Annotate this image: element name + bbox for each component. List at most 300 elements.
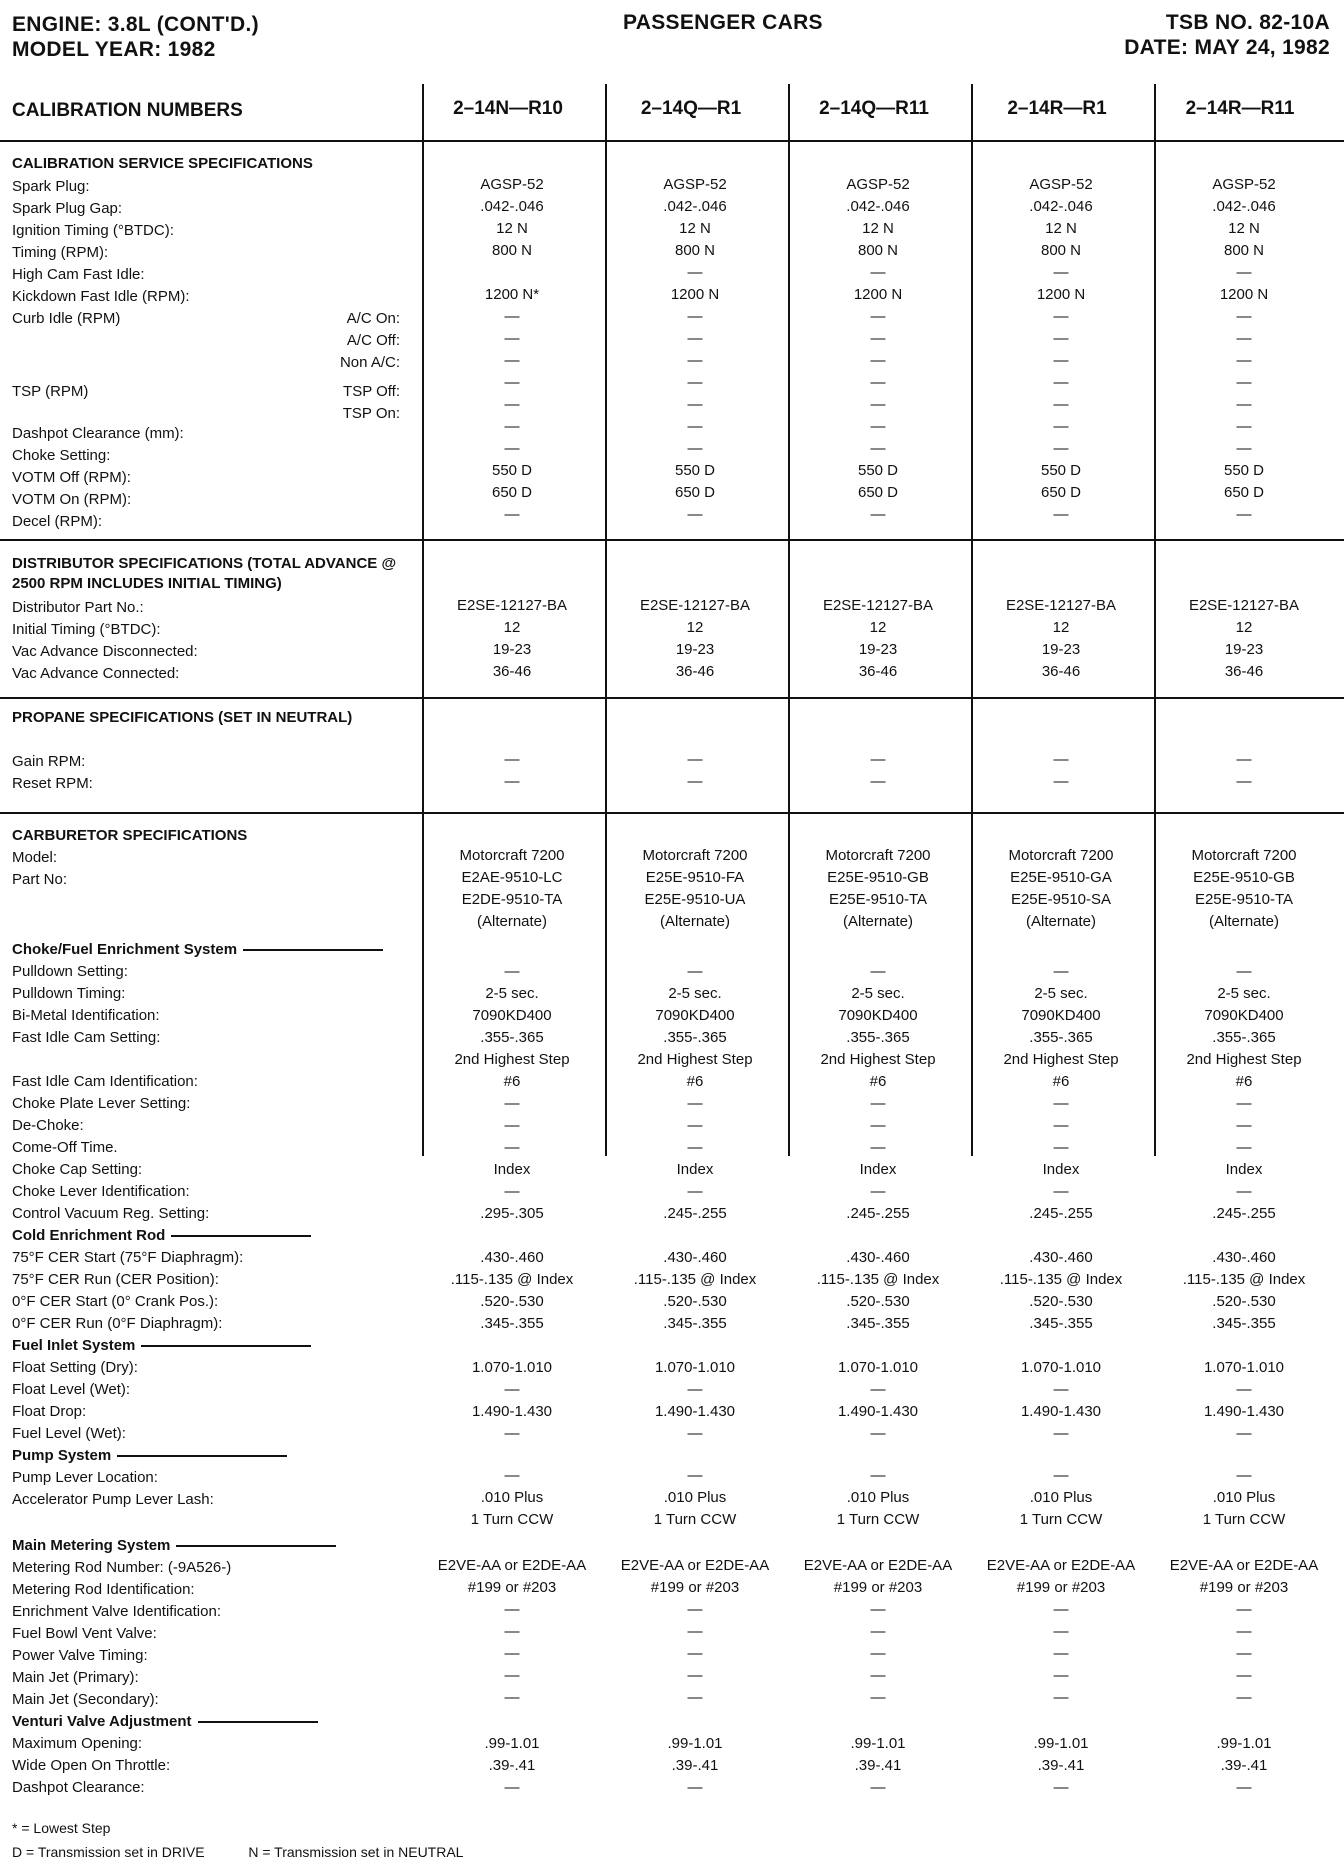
spec-label: Pulldown Setting: xyxy=(12,963,128,980)
spec-value: Motorcraft 7200 xyxy=(1008,847,1114,864)
spec-value: #199 or #203 xyxy=(467,1579,557,1596)
spec-value: — xyxy=(1236,352,1252,369)
calibration-column-header: 2–14R—R11 xyxy=(1185,98,1295,119)
spec-value: .345-.355 xyxy=(480,1315,544,1332)
footnote-neutral: N = Transmission set in NEUTRAL xyxy=(248,1844,464,1860)
calibration-header-row xyxy=(0,86,1344,138)
spec-value: 550 D xyxy=(1223,462,1265,479)
row-divider xyxy=(0,697,1344,699)
spec-value: 19-23 xyxy=(675,641,715,658)
spec-value: — xyxy=(870,1601,886,1618)
spec-label: Main Jet (Secondary): xyxy=(12,1691,159,1708)
spec-value: 800 N xyxy=(1223,242,1265,259)
spec-value: 650 D xyxy=(491,484,533,501)
spec-value: — xyxy=(687,330,703,347)
section-title: PROPANE SPECIFICATIONS (SET IN NEUTRAL) xyxy=(12,709,353,726)
spec-value: .115-.135 @ Index xyxy=(1182,1271,1306,1288)
spec-value: .345-.355 xyxy=(663,1315,727,1332)
spec-value: .115-.135 @ Index xyxy=(999,1271,1123,1288)
spec-value: — xyxy=(687,418,703,435)
spec-value: .99-1.01 xyxy=(850,1735,906,1752)
spec-value: 12 N xyxy=(679,220,711,237)
spec-value: (Alternate) xyxy=(1208,913,1280,930)
spec-value: — xyxy=(1236,1425,1252,1442)
spec-value: — xyxy=(870,1645,886,1662)
spec-value: — xyxy=(504,1689,520,1706)
spec-value: 1 Turn CCW xyxy=(653,1511,737,1528)
spec-label: Part No: xyxy=(12,871,68,888)
spec-value: — xyxy=(504,352,520,369)
spec-value: E25E-9510-SA xyxy=(1010,891,1112,908)
spec-value: — xyxy=(504,1467,520,1484)
spec-label: Bi-Metal Identification: xyxy=(12,1007,160,1024)
group-title-text: Fuel Inlet System xyxy=(12,1337,136,1354)
spec-value: — xyxy=(687,1117,703,1134)
calibration-column-header: 2–14Q—R1 xyxy=(640,98,742,119)
spec-value: E2SE-12127-BA xyxy=(1188,597,1300,614)
spec-value: #6 xyxy=(1235,1073,1253,1090)
spec-value: — xyxy=(1236,1601,1252,1618)
spec-value: — xyxy=(687,506,703,523)
spec-value: — xyxy=(1236,374,1252,391)
spec-value: .245-.255 xyxy=(663,1205,727,1222)
section-title: CARBURETOR SPECIFICATIONS xyxy=(12,827,248,844)
spec-value: — xyxy=(1053,330,1069,347)
spec-value: — xyxy=(687,396,703,413)
spec-value: E25E-9510-GB xyxy=(827,869,929,886)
spec-value: — xyxy=(1236,418,1252,435)
spec-value: — xyxy=(1236,1139,1252,1156)
spec-label: Main Jet (Primary): xyxy=(12,1669,139,1686)
doc-title: PASSENGER CARS xyxy=(623,11,823,34)
spec-value: 2nd Highest Step xyxy=(637,1051,753,1068)
spec-value: — xyxy=(1053,440,1069,457)
spec-value: .355-.365 xyxy=(663,1029,727,1046)
spec-label: Choke Setting: xyxy=(12,447,111,464)
spec-value: — xyxy=(1053,1381,1069,1398)
footnote-drive: D = Transmission set in DRIVE xyxy=(12,1844,205,1860)
spec-label: Gain RPM: xyxy=(12,753,86,770)
spec-value: — xyxy=(687,773,703,790)
spec-label: 0°F CER Start (0° Crank Pos.): xyxy=(12,1293,219,1310)
group-title-rule xyxy=(243,949,383,951)
spec-value: 1.490-1.430 xyxy=(1020,1403,1102,1420)
spec-value: — xyxy=(1236,1623,1252,1640)
spec-value: 1200 N* xyxy=(484,286,540,303)
spec-value: Index xyxy=(1225,1161,1263,1178)
group-title xyxy=(12,1336,311,1356)
spec-value: — xyxy=(870,1095,886,1112)
spec-label: Wide Open On Throttle: xyxy=(12,1757,171,1774)
spec-label: Kickdown Fast Idle (RPM): xyxy=(12,288,190,305)
spec-value: 12 xyxy=(1235,619,1253,636)
spec-value: — xyxy=(687,1139,703,1156)
spec-label: Fast Idle Cam Identification: xyxy=(12,1073,198,1090)
spec-label: Come-Off Time. xyxy=(12,1139,118,1156)
spec-label: High Cam Fast Idle: xyxy=(12,266,145,283)
spec-label: Initial Timing (°BTDC): xyxy=(12,621,161,638)
spec-value: — xyxy=(870,1425,886,1442)
spec-value: .115-.135 @ Index xyxy=(633,1271,757,1288)
spec-value: 12 xyxy=(1052,619,1070,636)
spec-label: Metering Rod Identification: xyxy=(12,1581,195,1598)
spec-value: 1 Turn CCW xyxy=(836,1511,920,1528)
spec-value: .520-.530 xyxy=(1029,1293,1093,1310)
spec-value: — xyxy=(687,1645,703,1662)
spec-value: #6 xyxy=(503,1073,521,1090)
spec-label: Dashpot Clearance: xyxy=(12,1779,145,1796)
spec-value: — xyxy=(870,1779,886,1796)
spec-value: 12 N xyxy=(1045,220,1077,237)
spec-value: 800 N xyxy=(857,242,899,259)
spec-value: 19-23 xyxy=(858,641,898,658)
spec-label: VOTM Off (RPM): xyxy=(12,469,131,486)
spec-value: 36-46 xyxy=(492,663,532,680)
spec-value: 1200 N xyxy=(670,286,720,303)
spec-value: 1.490-1.430 xyxy=(654,1403,736,1420)
spec-value: — xyxy=(870,1183,886,1200)
spec-value: 2-5 sec. xyxy=(851,985,905,1002)
spec-value: E25E-9510-GB xyxy=(1193,869,1295,886)
spec-value: .430-.460 xyxy=(846,1249,910,1266)
spec-value: #199 or #203 xyxy=(650,1579,740,1596)
spec-value: .245-.255 xyxy=(1029,1205,1093,1222)
spec-value: (Alternate) xyxy=(842,913,914,930)
spec-value: — xyxy=(1053,1425,1069,1442)
spec-label: Curb Idle (RPM) xyxy=(12,310,121,327)
spec-value: — xyxy=(687,264,703,281)
spec-value: #199 or #203 xyxy=(833,1579,923,1596)
spec-value: .520-.530 xyxy=(480,1293,544,1310)
spec-label: Choke Plate Lever Setting: xyxy=(12,1095,191,1112)
spec-label: Distributor Part No.: xyxy=(12,599,144,616)
spec-value: 1.070-1.010 xyxy=(654,1359,736,1376)
spec-value: 800 N xyxy=(674,242,716,259)
group-title-text: Choke/Fuel Enrichment System xyxy=(12,941,238,958)
spec-value: — xyxy=(504,418,520,435)
spec-value: 1.490-1.430 xyxy=(471,1403,553,1420)
spec-value: (Alternate) xyxy=(1025,913,1097,930)
spec-value: .345-.355 xyxy=(846,1315,910,1332)
spec-value: 19-23 xyxy=(1041,641,1081,658)
section-title: DISTRIBUTOR SPECIFICATIONS (TOTAL ADVANCE @ 2500 RPM INCLUDES INITIAL TIMING) xyxy=(12,555,397,592)
spec-value: — xyxy=(687,1689,703,1706)
spec-value: 1.070-1.010 xyxy=(837,1359,919,1376)
spec-value: — xyxy=(870,1139,886,1156)
spec-value: .010 Plus xyxy=(480,1489,544,1506)
spec-value: .042-.046 xyxy=(1029,198,1093,215)
model-year-label: MODEL YEAR: 1982 xyxy=(12,38,216,61)
spec-value: — xyxy=(870,308,886,325)
spec-value: E2VE-AA or E2DE-AA xyxy=(803,1557,953,1574)
spec-label: Choke Cap Setting: xyxy=(12,1161,143,1178)
spec-value: 650 D xyxy=(857,484,899,501)
spec-value: — xyxy=(1236,506,1252,523)
spec-label: Enrichment Valve Identification: xyxy=(12,1603,221,1620)
spec-value: .39-.41 xyxy=(671,1757,719,1774)
spec-value: 1200 N xyxy=(853,286,903,303)
spec-value: — xyxy=(504,1381,520,1398)
spec-label: Timing (RPM): xyxy=(12,244,109,261)
spec-label: Float Setting (Dry): xyxy=(12,1359,138,1376)
spec-value: 7090KD400 xyxy=(1204,1007,1284,1024)
spec-label: VOTM On (RPM): xyxy=(12,491,132,508)
spec-value: — xyxy=(870,264,886,281)
spec-value: E2VE-AA or E2DE-AA xyxy=(986,1557,1136,1574)
spec-value: — xyxy=(870,418,886,435)
spec-value: — xyxy=(1236,1667,1252,1684)
spec-label: Maximum Opening: xyxy=(12,1735,143,1752)
spec-value: .355-.365 xyxy=(846,1029,910,1046)
footnote-lowest-step: * = Lowest Step xyxy=(12,1820,111,1836)
spec-value: #199 or #203 xyxy=(1016,1579,1106,1596)
spec-value: — xyxy=(870,1667,886,1684)
spec-value: .39-.41 xyxy=(854,1757,902,1774)
group-title xyxy=(12,1226,311,1246)
spec-value: 36-46 xyxy=(675,663,715,680)
spec-value: 1 Turn CCW xyxy=(1202,1511,1286,1528)
spec-value: (Alternate) xyxy=(476,913,548,930)
spec-value: — xyxy=(687,1601,703,1618)
doc-header-right xyxy=(1124,10,1330,60)
spec-label: Control Vacuum Reg. Setting: xyxy=(12,1205,210,1222)
spec-value: .39-.41 xyxy=(1037,1757,1085,1774)
spec-value: .430-.460 xyxy=(1212,1249,1276,1266)
spec-label: Vac Advance Disconnected: xyxy=(12,643,198,660)
spec-value: — xyxy=(504,1667,520,1684)
spec-label: Ignition Timing (°BTDC): xyxy=(12,222,174,239)
doc-date: DATE: MAY 24, 1982 xyxy=(1124,36,1330,59)
spec-label: Decel (RPM): xyxy=(12,513,103,530)
spec-value: 2-5 sec. xyxy=(668,985,722,1002)
spec-value: 12 N xyxy=(862,220,894,237)
group-title-text: Cold Enrichment Rod xyxy=(12,1227,166,1244)
spec-value: — xyxy=(1236,396,1252,413)
spec-label: TSP (RPM) xyxy=(12,383,89,400)
spec-sublabel: A/C On: xyxy=(346,310,400,327)
spec-value: — xyxy=(870,374,886,391)
section-title: CALIBRATION SERVICE SPECIFICATIONS xyxy=(12,155,313,172)
spec-label: 75°F CER Start (75°F Diaphragm): xyxy=(12,1249,244,1266)
spec-value: 2-5 sec. xyxy=(485,985,539,1002)
spec-value: 2nd Highest Step xyxy=(820,1051,936,1068)
spec-value: AGSP-52 xyxy=(1029,176,1093,193)
spec-value: — xyxy=(687,1095,703,1112)
spec-label: De-Choke: xyxy=(12,1117,84,1134)
spec-value: — xyxy=(687,1381,703,1398)
spec-value: 12 N xyxy=(1228,220,1260,237)
spec-value: — xyxy=(687,1425,703,1442)
spec-value: .39-.41 xyxy=(488,1757,536,1774)
spec-value: — xyxy=(870,1117,886,1134)
spec-value: — xyxy=(504,1183,520,1200)
spec-label: Dashpot Clearance (mm): xyxy=(12,425,184,442)
spec-value: 1200 N xyxy=(1036,286,1086,303)
spec-value: 550 D xyxy=(857,462,899,479)
spec-value: — xyxy=(504,506,520,523)
spec-value: Motorcraft 7200 xyxy=(642,847,748,864)
spec-value: — xyxy=(1053,1183,1069,1200)
group-title-text: Main Metering System xyxy=(12,1537,171,1554)
spec-value: #199 or #203 xyxy=(1199,1579,1289,1596)
spec-value: E2DE-9510-TA xyxy=(461,891,563,908)
spec-value: — xyxy=(504,751,520,768)
spec-value: .345-.355 xyxy=(1029,1315,1093,1332)
spec-value: 550 D xyxy=(1040,462,1082,479)
spec-value: — xyxy=(504,1139,520,1156)
group-title-text: Pump System xyxy=(12,1447,112,1464)
group-title-rule xyxy=(198,1721,318,1723)
spec-sublabel: Non A/C: xyxy=(339,354,400,371)
spec-value: — xyxy=(1236,751,1252,768)
spec-value: 800 N xyxy=(491,242,533,259)
spec-value: .042-.046 xyxy=(846,198,910,215)
spec-value: .345-.355 xyxy=(1212,1315,1276,1332)
spec-value: — xyxy=(504,1425,520,1442)
row-divider xyxy=(0,140,1344,142)
spec-label: Float Level (Wet): xyxy=(12,1381,131,1398)
spec-label: Float Drop: xyxy=(12,1403,87,1420)
spec-value: 2-5 sec. xyxy=(1034,985,1088,1002)
spec-value: AGSP-52 xyxy=(846,176,910,193)
spec-value: — xyxy=(1236,440,1252,457)
spec-value: — xyxy=(1053,1601,1069,1618)
spec-value: — xyxy=(1053,506,1069,523)
spec-value: 7090KD400 xyxy=(838,1007,918,1024)
spec-value: — xyxy=(1236,1467,1252,1484)
spec-value: E2VE-AA or E2DE-AA xyxy=(437,1557,587,1574)
spec-value: 12 xyxy=(869,619,887,636)
spec-value: .520-.530 xyxy=(846,1293,910,1310)
spec-value: 650 D xyxy=(1040,484,1082,501)
spec-value: E25E-9510-TA xyxy=(1194,891,1294,908)
spec-value: — xyxy=(504,374,520,391)
spec-value: — xyxy=(504,440,520,457)
spec-value: — xyxy=(504,1623,520,1640)
spec-value: E25E-9510-GA xyxy=(1010,869,1112,886)
spec-value: — xyxy=(504,963,520,980)
spec-value: — xyxy=(687,963,703,980)
spec-value: — xyxy=(504,330,520,347)
spec-value: — xyxy=(1236,963,1252,980)
spec-value: Index xyxy=(1042,1161,1080,1178)
spec-value: — xyxy=(1053,963,1069,980)
spec-sublabel: TSP Off: xyxy=(343,383,400,400)
spec-value: — xyxy=(1236,1689,1252,1706)
spec-value: — xyxy=(870,1381,886,1398)
spec-value: — xyxy=(504,308,520,325)
spec-label: Metering Rod Number: (-9A526-) xyxy=(12,1559,232,1576)
spec-value: — xyxy=(687,1779,703,1796)
spec-value: — xyxy=(1236,1381,1252,1398)
spec-value: 19-23 xyxy=(1224,641,1264,658)
spec-value: — xyxy=(1236,1183,1252,1200)
spec-value: E25E-9510-UA xyxy=(644,891,746,908)
spec-label: Spark Plug Gap: xyxy=(12,200,123,217)
spec-value: — xyxy=(1053,1467,1069,1484)
spec-value: .355-.365 xyxy=(1212,1029,1276,1046)
spec-value: 36-46 xyxy=(1041,663,1081,680)
spec-value: — xyxy=(1053,374,1069,391)
spec-value: E2SE-12127-BA xyxy=(1005,597,1117,614)
spec-value: AGSP-52 xyxy=(663,176,727,193)
spec-value: — xyxy=(1053,1117,1069,1134)
spec-value: E2VE-AA or E2DE-AA xyxy=(620,1557,770,1574)
spec-value: — xyxy=(1053,1095,1069,1112)
spec-value: 1.070-1.010 xyxy=(1020,1359,1102,1376)
spec-value: — xyxy=(1236,773,1252,790)
spec-value: — xyxy=(1236,308,1252,325)
spec-value: 1.490-1.430 xyxy=(1203,1403,1285,1420)
group-title-rule xyxy=(141,1345,311,1347)
spec-value: .520-.530 xyxy=(663,1293,727,1310)
spec-value: Index xyxy=(676,1161,714,1178)
spec-value: .010 Plus xyxy=(1212,1489,1276,1506)
spec-value: — xyxy=(687,440,703,457)
spec-value: — xyxy=(870,751,886,768)
spec-value: — xyxy=(870,1689,886,1706)
spec-value: .042-.046 xyxy=(1212,198,1276,215)
spec-value: — xyxy=(1236,1645,1252,1662)
spec-value: E2VE-AA or E2DE-AA xyxy=(1169,1557,1319,1574)
spec-value: — xyxy=(504,773,520,790)
spec-value: .010 Plus xyxy=(1029,1489,1093,1506)
spec-value: .430-.460 xyxy=(663,1249,727,1266)
spec-value: E25E-9510-TA xyxy=(828,891,928,908)
spec-value: .39-.41 xyxy=(1220,1757,1268,1774)
spec-value: 650 D xyxy=(674,484,716,501)
group-title xyxy=(12,1536,336,1556)
spec-value: — xyxy=(504,1779,520,1796)
spec-value: 2nd Highest Step xyxy=(1186,1051,1302,1068)
footnotes xyxy=(12,1816,463,1864)
spec-value: — xyxy=(870,773,886,790)
spec-value: — xyxy=(504,1645,520,1662)
spec-value: — xyxy=(1053,396,1069,413)
group-title xyxy=(12,940,383,960)
engine-label: ENGINE: 3.8L (CONT'D.) xyxy=(12,13,259,36)
spec-label: Pump Lever Location: xyxy=(12,1469,158,1486)
spec-value: 1 Turn CCW xyxy=(470,1511,554,1528)
spec-value: — xyxy=(1236,1095,1252,1112)
spec-value: .042-.046 xyxy=(663,198,727,215)
spec-value: E25E-9510-FA xyxy=(645,869,745,886)
spec-label: Fast Idle Cam Setting: xyxy=(12,1029,161,1046)
row-divider xyxy=(0,539,1344,541)
spec-value: — xyxy=(687,1667,703,1684)
spec-value: — xyxy=(1236,1117,1252,1134)
spec-value: .115-.135 @ Index xyxy=(450,1271,574,1288)
spec-value: 36-46 xyxy=(858,663,898,680)
spec-value: — xyxy=(687,751,703,768)
spec-value: .295-.305 xyxy=(480,1205,544,1222)
spec-value: .115-.135 @ Index xyxy=(816,1271,940,1288)
group-title-rule xyxy=(171,1235,311,1237)
spec-value: 12 xyxy=(686,619,704,636)
spec-value: .430-.460 xyxy=(480,1249,544,1266)
spec-value: — xyxy=(504,396,520,413)
spec-value: AGSP-52 xyxy=(1212,176,1276,193)
spec-value: .99-1.01 xyxy=(1033,1735,1089,1752)
spec-label: Spark Plug: xyxy=(12,178,90,195)
spec-value: — xyxy=(1053,1645,1069,1662)
spec-value: .042-.046 xyxy=(480,198,544,215)
spec-value: — xyxy=(1053,1139,1069,1156)
spec-label: Reset RPM: xyxy=(12,775,93,792)
group-title-text: Venturi Valve Adjustment xyxy=(12,1713,192,1730)
spec-value: — xyxy=(1053,308,1069,325)
spec-value: Index xyxy=(859,1161,897,1178)
